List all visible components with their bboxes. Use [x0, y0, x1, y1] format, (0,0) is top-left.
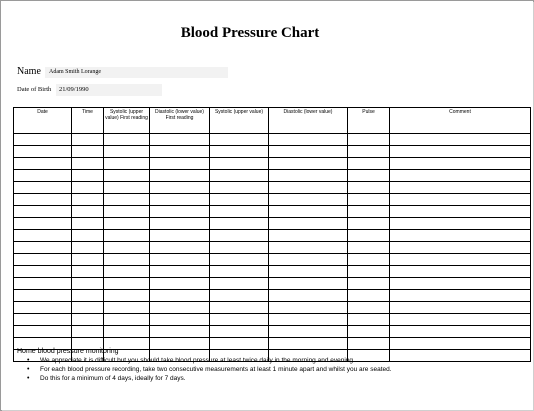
table-cell[interactable] [72, 266, 104, 278]
table-cell[interactable] [104, 182, 150, 194]
table-cell[interactable] [390, 158, 531, 170]
table-cell[interactable] [150, 206, 210, 218]
table-cell[interactable] [210, 194, 269, 206]
table-row [14, 314, 531, 326]
table-cell[interactable] [348, 314, 390, 326]
table-cell[interactable] [210, 170, 269, 182]
table-cell[interactable] [269, 146, 348, 158]
table-cell[interactable] [72, 194, 104, 206]
date-of-birth-value: 21/09/1990 [59, 86, 89, 93]
table-cell[interactable] [14, 314, 72, 326]
table-cell[interactable] [269, 326, 348, 338]
table-cell[interactable] [150, 182, 210, 194]
table-cell[interactable] [210, 290, 269, 302]
table-cell[interactable] [390, 218, 531, 230]
column-header-systolic-first: Systolic (upper value) First reading [104, 108, 150, 134]
table-cell[interactable] [210, 206, 269, 218]
table-cell[interactable] [72, 218, 104, 230]
table-cell[interactable] [104, 158, 150, 170]
table-cell[interactable] [14, 266, 72, 278]
table-cell[interactable] [72, 182, 104, 194]
table-cell[interactable] [390, 206, 531, 218]
table-cell[interactable] [150, 158, 210, 170]
table-cell[interactable] [210, 302, 269, 314]
table-cell[interactable] [390, 170, 531, 182]
table-cell[interactable] [210, 134, 269, 146]
table-cell[interactable] [269, 134, 348, 146]
table-cell[interactable] [390, 302, 531, 314]
table-cell[interactable] [150, 146, 210, 158]
table-cell[interactable] [150, 254, 210, 266]
table-cell[interactable] [269, 170, 348, 182]
table-row [14, 242, 531, 254]
table-row [14, 158, 531, 170]
table-cell[interactable] [390, 278, 531, 290]
table-cell[interactable] [348, 326, 390, 338]
column-header-comment: Comment [390, 108, 531, 134]
date-of-birth-label: Date of Birth [17, 86, 52, 93]
table-cell[interactable] [348, 230, 390, 242]
name-value: Adam Smith Lorange [49, 69, 101, 75]
table-cell[interactable] [269, 266, 348, 278]
name-label: Name [17, 66, 41, 77]
table-cell[interactable] [269, 254, 348, 266]
table-cell[interactable] [210, 314, 269, 326]
bullet-icon: • [27, 366, 30, 373]
table-cell[interactable] [390, 338, 531, 350]
table-cell[interactable] [14, 134, 72, 146]
note-item [17, 374, 517, 383]
table-row [14, 170, 531, 182]
table-cell[interactable] [150, 326, 210, 338]
table-cell[interactable] [210, 338, 269, 350]
table-cell[interactable] [269, 290, 348, 302]
table-cell[interactable] [210, 158, 269, 170]
column-header-diastolic: Diastolic (lower value) [269, 108, 348, 134]
table-cell[interactable] [348, 266, 390, 278]
table-cell[interactable] [390, 242, 531, 254]
table-cell[interactable] [104, 134, 150, 146]
table-cell[interactable] [104, 242, 150, 254]
table-cell[interactable] [269, 194, 348, 206]
column-header-pulse: Pulse [348, 108, 390, 134]
note-text: We appreciate it is difficult but you should take blood pressure at least twice daily in the morning and evening. [40, 357, 355, 364]
table-cell[interactable] [210, 278, 269, 290]
table-cell[interactable] [348, 254, 390, 266]
table-row [14, 230, 531, 242]
page-title: Blood Pressure Chart [180, 25, 320, 41]
table-cell[interactable] [150, 290, 210, 302]
table-cell[interactable] [14, 278, 72, 290]
table-cell[interactable] [72, 278, 104, 290]
table-row [14, 290, 531, 302]
table-cell[interactable] [390, 254, 531, 266]
table-cell[interactable] [150, 230, 210, 242]
table-cell[interactable] [210, 326, 269, 338]
table-cell[interactable] [14, 218, 72, 230]
table-row [14, 194, 531, 206]
table-body [14, 134, 531, 362]
table-row [14, 302, 531, 314]
table-cell[interactable] [348, 194, 390, 206]
table-cell[interactable] [104, 146, 150, 158]
table-cell[interactable] [104, 206, 150, 218]
bullet-icon: • [27, 357, 30, 364]
table-cell[interactable] [72, 158, 104, 170]
table-cell[interactable] [104, 266, 150, 278]
table-cell[interactable] [14, 158, 72, 170]
table-cell[interactable] [150, 170, 210, 182]
table-cell[interactable] [150, 338, 210, 350]
table-cell[interactable] [348, 218, 390, 230]
table-cell[interactable] [104, 170, 150, 182]
notes-title: Home blood pressure monitoring [17, 348, 119, 355]
table-row [14, 182, 531, 194]
table-cell[interactable] [210, 218, 269, 230]
table-cell[interactable] [348, 338, 390, 350]
table-row [14, 266, 531, 278]
table-cell[interactable] [269, 206, 348, 218]
table-cell[interactable] [269, 302, 348, 314]
table-cell[interactable] [150, 278, 210, 290]
table-cell[interactable] [150, 314, 210, 326]
table-cell[interactable] [390, 146, 531, 158]
notes-list [17, 356, 517, 383]
table-cell[interactable] [210, 266, 269, 278]
table-cell[interactable] [104, 218, 150, 230]
table-cell[interactable] [14, 146, 72, 158]
table-cell[interactable] [348, 278, 390, 290]
table-cell[interactable] [72, 314, 104, 326]
table-cell[interactable] [269, 230, 348, 242]
table-cell[interactable] [210, 230, 269, 242]
table-row [14, 206, 531, 218]
table-cell[interactable] [104, 254, 150, 266]
table-cell[interactable] [14, 182, 72, 194]
table-cell[interactable] [72, 254, 104, 266]
bullet-icon: • [27, 375, 30, 382]
table-cell[interactable] [72, 134, 104, 146]
table-cell[interactable] [150, 242, 210, 254]
table-cell[interactable] [348, 182, 390, 194]
table-cell[interactable] [269, 182, 348, 194]
table-cell[interactable] [269, 314, 348, 326]
table-cell[interactable] [104, 278, 150, 290]
table-cell[interactable] [14, 242, 72, 254]
table-cell[interactable] [14, 230, 72, 242]
table-cell[interactable] [72, 170, 104, 182]
note-item [17, 356, 517, 365]
table-cell[interactable] [348, 134, 390, 146]
table-cell[interactable] [390, 182, 531, 194]
table-cell[interactable] [269, 218, 348, 230]
table-cell[interactable] [14, 170, 72, 182]
table-cell[interactable] [14, 206, 72, 218]
table-cell[interactable] [269, 278, 348, 290]
table-cell[interactable] [348, 302, 390, 314]
table-cell[interactable] [14, 302, 72, 314]
table-cell[interactable] [150, 266, 210, 278]
table-cell[interactable] [72, 146, 104, 158]
column-header-systolic: Systolic (upper value) [210, 108, 269, 134]
table-cell[interactable] [72, 302, 104, 314]
table-cell[interactable] [14, 326, 72, 338]
table-cell[interactable] [72, 242, 104, 254]
column-header-time: Time [72, 108, 104, 134]
table-cell[interactable] [72, 206, 104, 218]
table-row [14, 134, 531, 146]
table-cell[interactable] [14, 254, 72, 266]
table-cell[interactable] [390, 326, 531, 338]
note-text: Do this for a minimum of 4 days, ideally for 7 days. [40, 375, 186, 382]
table-cell[interactable] [72, 230, 104, 242]
table-row [14, 278, 531, 290]
table-row [14, 254, 531, 266]
table-row [14, 326, 531, 338]
table-cell[interactable] [104, 314, 150, 326]
table-cell[interactable] [210, 182, 269, 194]
table-cell[interactable] [348, 242, 390, 254]
table-row [14, 146, 531, 158]
table-cell[interactable] [104, 194, 150, 206]
column-header-date: Date [14, 108, 72, 134]
table-cell[interactable] [104, 230, 150, 242]
table-cell[interactable] [210, 254, 269, 266]
table-cell[interactable] [390, 194, 531, 206]
table-cell[interactable] [150, 134, 210, 146]
table-cell[interactable] [72, 290, 104, 302]
table-cell[interactable] [390, 230, 531, 242]
table-cell[interactable] [390, 134, 531, 146]
table-cell[interactable] [104, 326, 150, 338]
table-cell[interactable] [14, 194, 72, 206]
table-cell[interactable] [104, 302, 150, 314]
column-header-diastolic-first: Diastolic (lower value) First reading [150, 108, 210, 134]
table-cell[interactable] [72, 326, 104, 338]
table-cell[interactable] [348, 206, 390, 218]
table-cell[interactable] [150, 194, 210, 206]
table-cell[interactable] [390, 314, 531, 326]
blood-pressure-table [13, 107, 531, 362]
table-cell[interactable] [269, 158, 348, 170]
table-cell[interactable] [269, 338, 348, 350]
table-cell[interactable] [348, 290, 390, 302]
table-cell[interactable] [150, 218, 210, 230]
table-cell[interactable] [14, 290, 72, 302]
table-cell[interactable] [390, 290, 531, 302]
table-cell[interactable] [348, 146, 390, 158]
table-row [14, 218, 531, 230]
note-text: For each blood pressure recording, take two consecutive measurements at least 1 minute apart and whilst you are seated. [40, 366, 392, 373]
table-cell[interactable] [104, 290, 150, 302]
table-cell[interactable] [210, 146, 269, 158]
table-cell[interactable] [390, 266, 531, 278]
table-cell[interactable] [210, 242, 269, 254]
table-cell[interactable] [348, 170, 390, 182]
table-cell[interactable] [269, 242, 348, 254]
note-item [17, 365, 517, 374]
table-cell[interactable] [348, 158, 390, 170]
table-header-row [14, 108, 531, 134]
table-cell[interactable] [150, 302, 210, 314]
